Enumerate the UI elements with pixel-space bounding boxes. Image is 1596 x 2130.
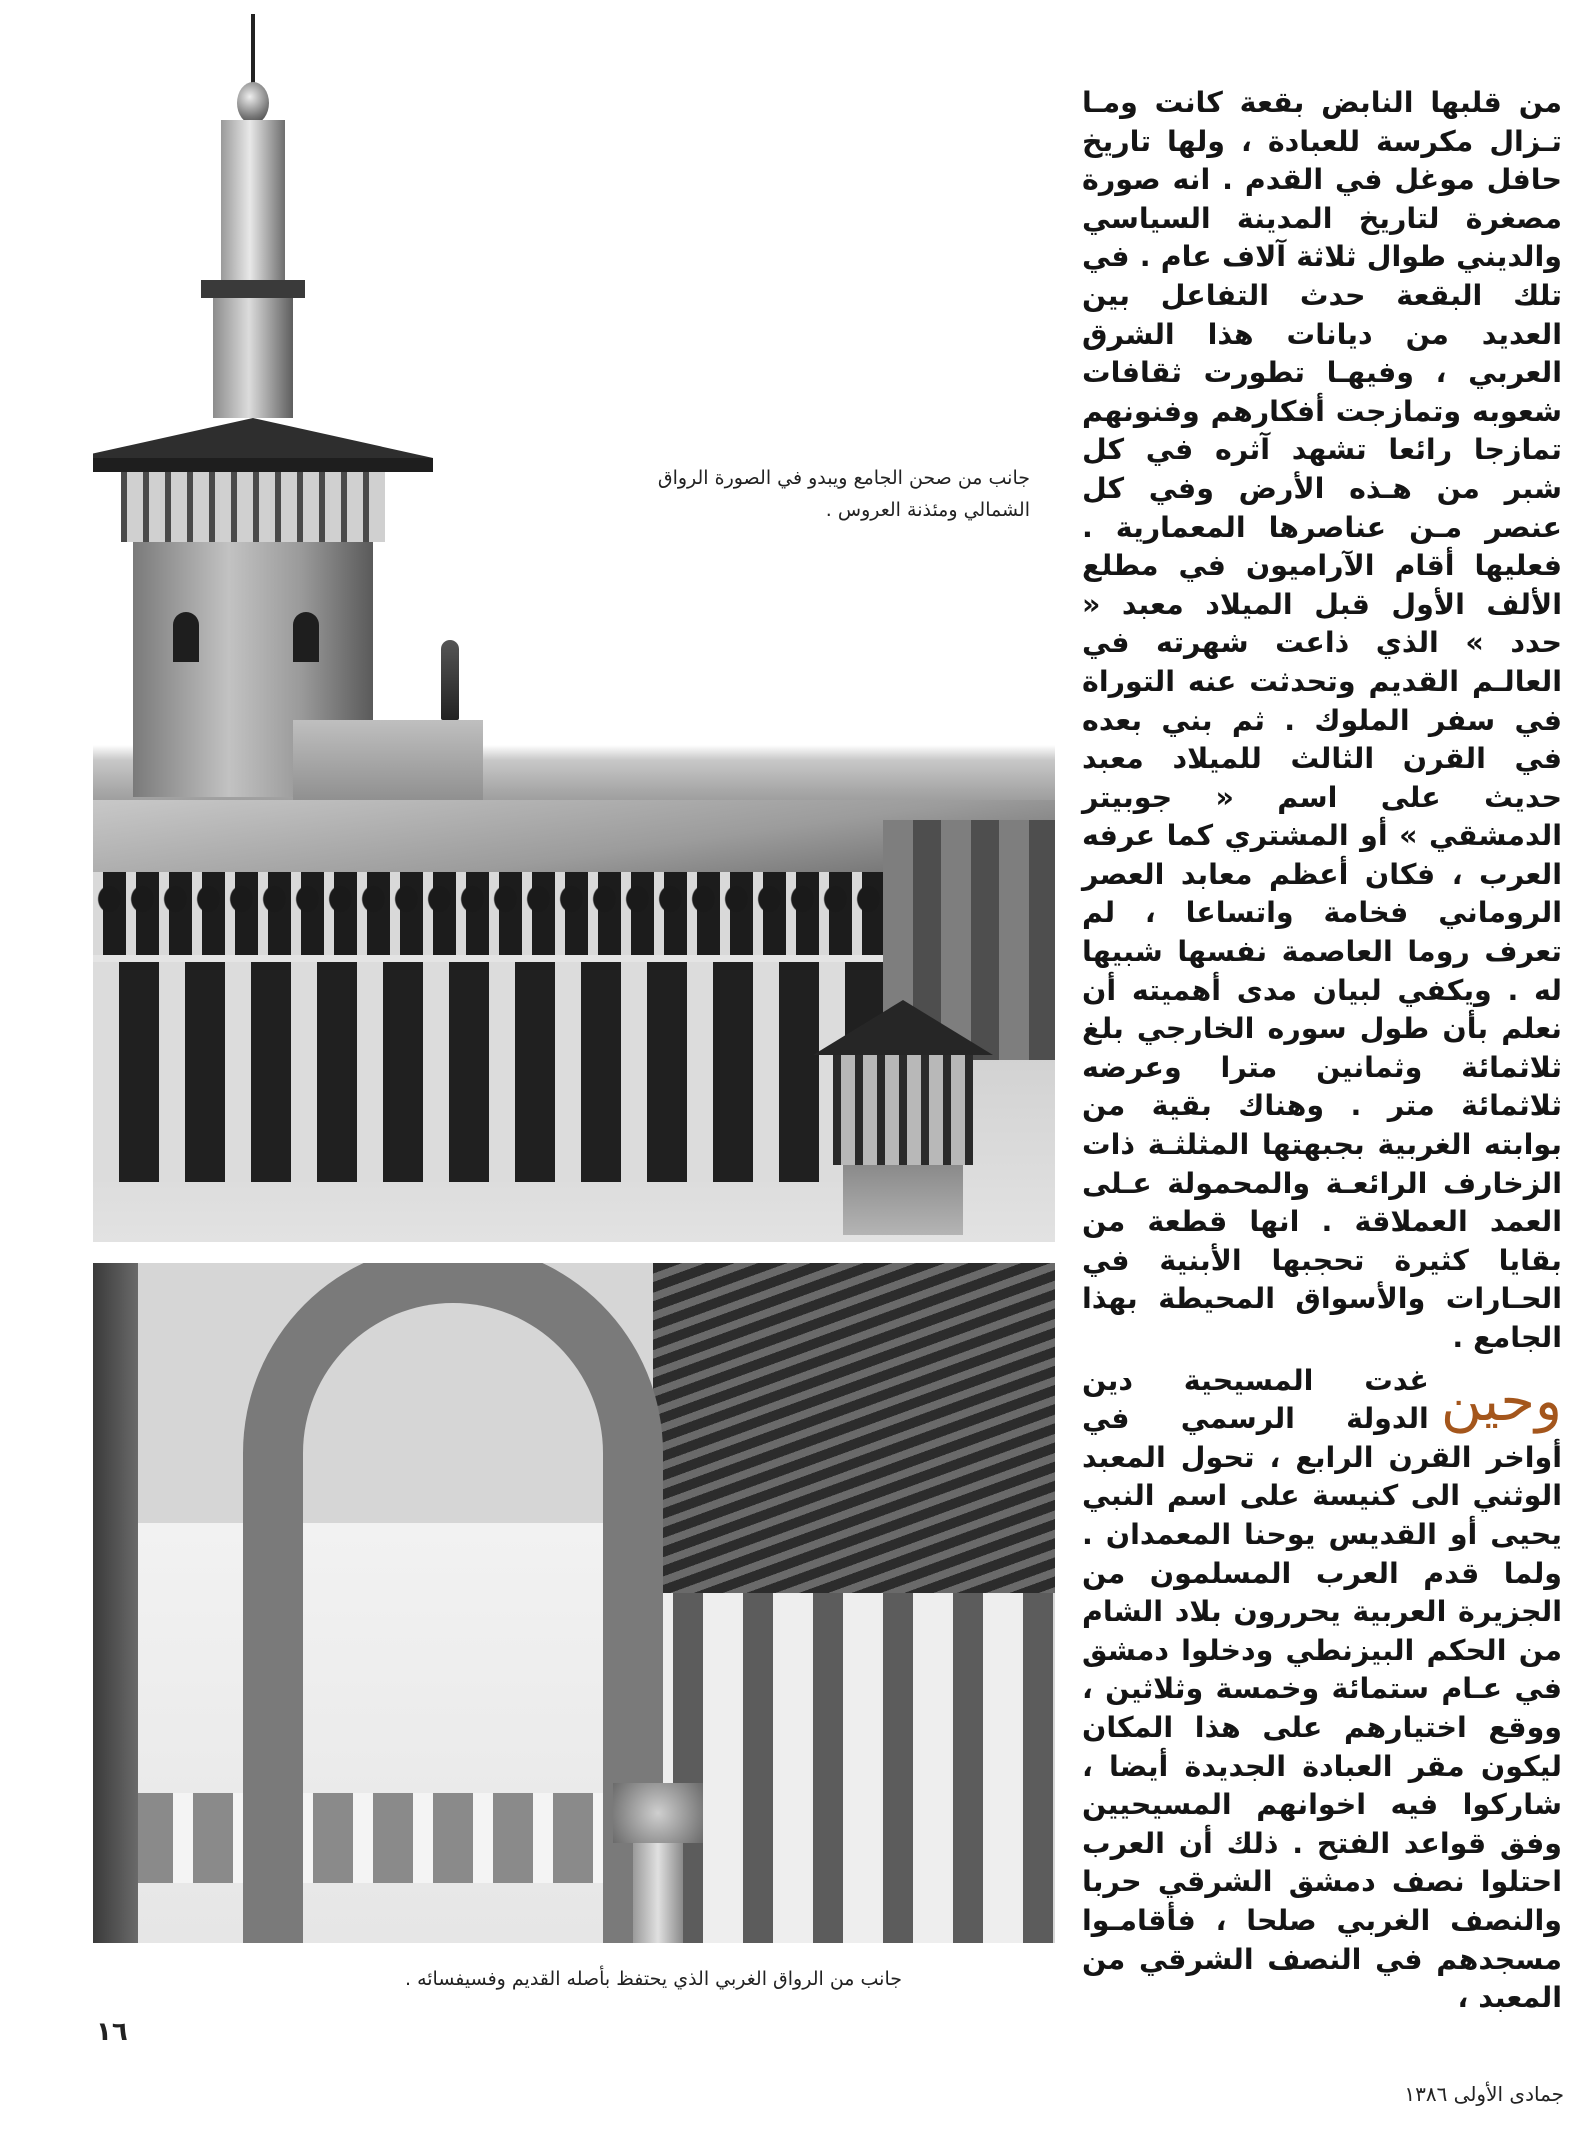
photo-courtyard-minaret xyxy=(93,0,1055,1242)
lower-arcade xyxy=(93,962,883,1182)
page-number: ١٦ xyxy=(96,2017,128,2047)
column-capital xyxy=(613,1783,703,1843)
caption-bottom: جانب من الرواق الغربي الذي يحتفظ بأصله القديم وفسيفسائه . xyxy=(405,1968,902,1990)
article-paragraph-1: من قلبها النابض بقعة كانت ومـا تـزال مكرسة للعبادة ، ولها تاريخ حافل موغل في القدم . انه صورة مصغرة لتاريخ المدينة السياسي والديني طوال ثلاثة آلاف عام . في تلك البقعة حدث التفاعل بين العديد من ديانات هذا الشرق العربي ، وفيهـا تطورت ثقافات شعوبه وتمازجت أفكارهم وفنونهم تمازجا رائعا تشهد آثره في كل شبر من هـذه الأرض وفي كل عنصر مـن عناصرها المعمارية . فعليها أقام الآراميون في مطلع الألف الأول قبل الميلاد معبد « حدد » الذي ذاعت شهرته في العالـم القديم وتحدثت عنه التوراة في سفر الملوك . ثم بني بعده في القرن الثالث للميلاد معبد حديث على اسم « جوبيتر الدمشقي » أو المشتري كما عرفه العرب ، فكان أعظم معابد العصر الروماني فخامة واتساعا ، لم تعرف روما العاصمة نفسها شبيها له . ويكفي لبيان مدى أهميته أن نعلم بأن طول سوره الخارجي بلغ ثلاثمائة وثمانين مترا وعرضه ثلاثمائة متر . وهناك بقية من بوابته الغربية بجبهتها المثلثـة ذات الزخارف الرائعـة والمحمولة عـلى العمد العملاقة . انها قطعة من بقايا كثيرة تحجبها الأبنية في الحـارات والأسواق المحيطة بهذا الجامع . xyxy=(1082,86,1562,1354)
minaret-gallery xyxy=(201,280,305,298)
minaret-finial xyxy=(237,82,269,124)
article-column xyxy=(1082,84,1562,2018)
photo-western-arcade xyxy=(93,1263,1055,1943)
issue-date: جمادى الأولى ١٣٨٦ xyxy=(1404,2082,1564,2106)
minaret-middle-shaft xyxy=(213,298,293,418)
pavilion-body xyxy=(833,1055,973,1165)
pavilion-roof xyxy=(813,1000,993,1055)
minaret-upper-shaft xyxy=(221,120,285,280)
minaret-window xyxy=(293,612,319,662)
drop-cap: وحين xyxy=(1440,1368,1562,1434)
minaret-roof xyxy=(93,418,433,458)
left-pillar xyxy=(93,1263,138,1943)
decorated-arch xyxy=(243,1263,663,1943)
dome-finial xyxy=(441,640,459,720)
minaret-roof-band xyxy=(93,458,433,472)
upper-arcade xyxy=(93,872,883,962)
minaret-balcony xyxy=(121,472,385,542)
caption-top: جانب من صحن الجامع ويبدو في الصورة الرواق الشمالي ومئذنة العروس . xyxy=(657,467,1030,521)
column-shaft xyxy=(633,1843,683,1943)
side-building xyxy=(293,720,483,810)
wooden-ceiling xyxy=(653,1263,1055,1593)
minaret-window xyxy=(173,612,199,662)
article-paragraph-2: غدت المسيحية دين الدولة الرسمي في أواخر القرن الرابع ، تحول المعبد الوثني الى كنيسة على اسم النبي يحيى أو القديس يوحنا المعمدان . ولما قدم العرب المسلمون من الجزيرة العربية يحررون بلاد الشام من الحكم البيزنطي ودخلوا دمشق في عـام ستمائة وخمسة وثلاثين ، ووقع اختيارهم على هذا المكان ليكون مقر العبادة الجديدة أيضا ، شاركوا فيه اخوانهم المسيحيين وفق قواعد الفتح . ذلك أن العرب احتلوا نصف دمشق الشرقي حربا والنصف الغربي صلحا ، فأقامـوا مسجدهم في النصف الشرقي من المعبد ، xyxy=(1082,1363,1562,2015)
pavilion-base xyxy=(843,1165,963,1235)
minaret-spire xyxy=(251,14,255,84)
article-section-2 xyxy=(1082,1362,1562,2018)
